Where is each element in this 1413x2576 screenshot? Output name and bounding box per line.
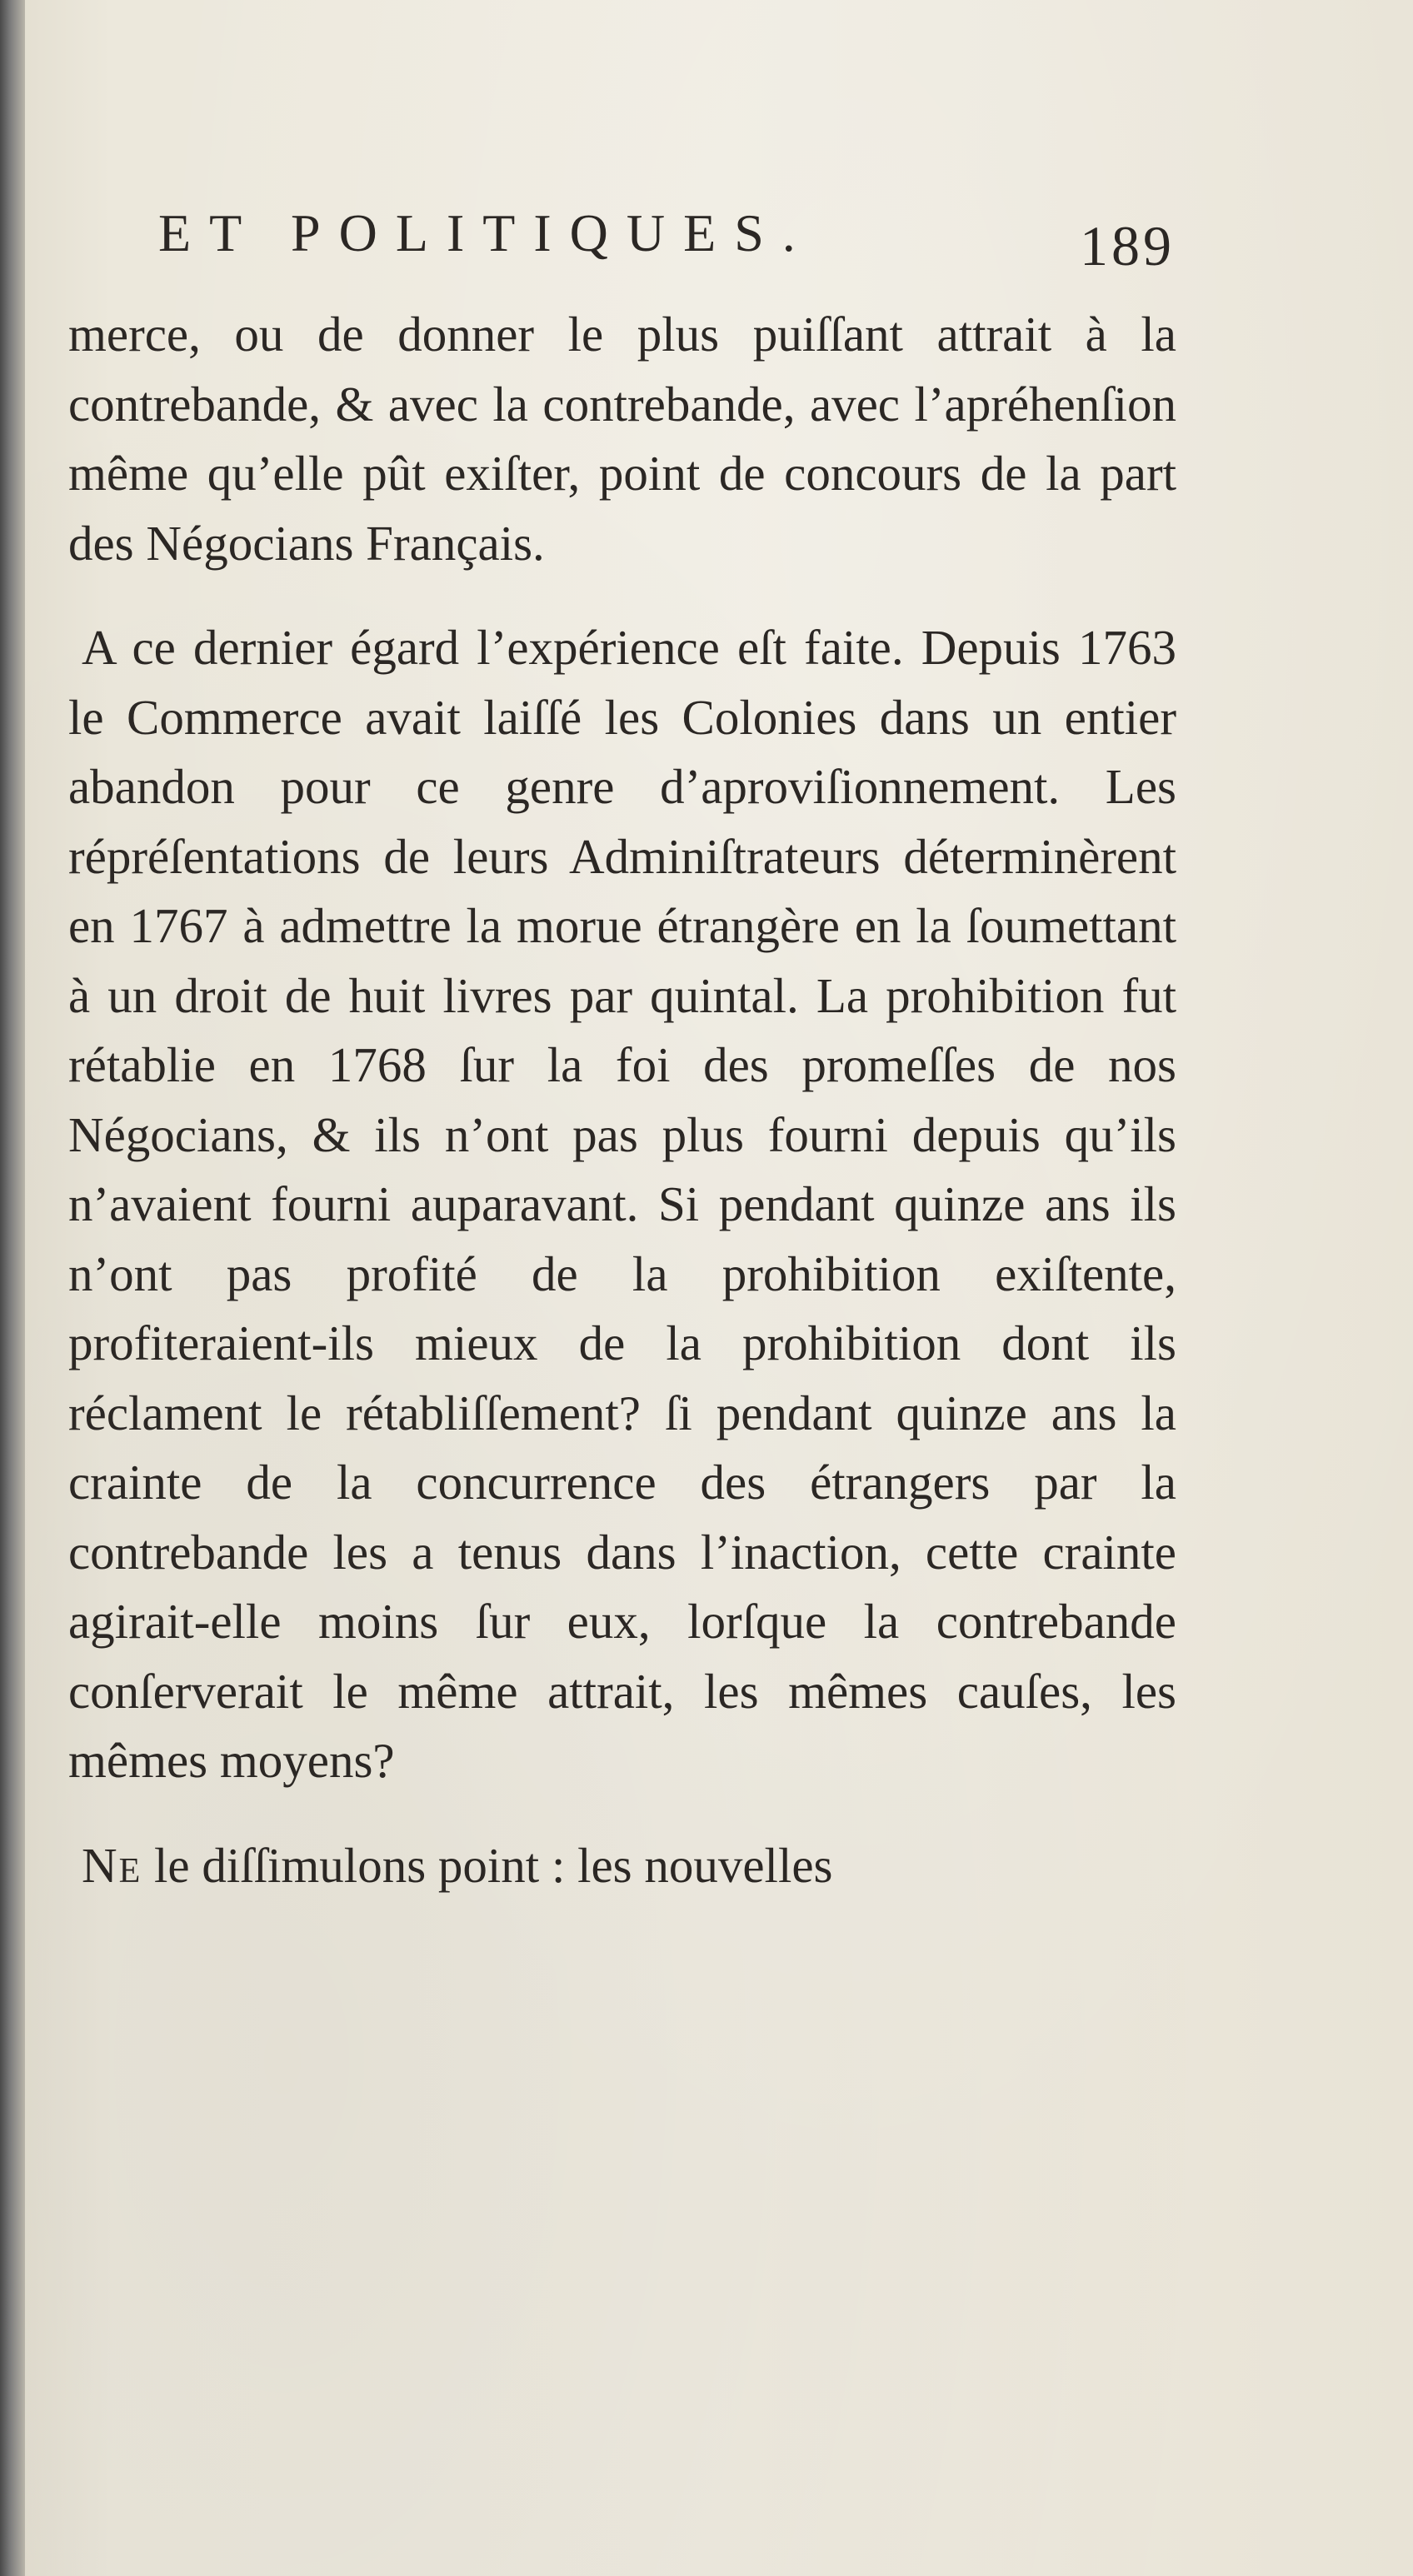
paragraph-3-initial: N xyxy=(82,1837,119,1893)
running-head: ET POLITIQUES. xyxy=(158,203,814,262)
paragraph-3-small-cap: E xyxy=(118,1851,142,1890)
page-number: 189 xyxy=(1080,214,1175,277)
paragraph-3 xyxy=(68,1831,1176,1907)
paragraph-2: A ce dernier égard l’expérience eſt faite. Depuis 1763 le Commerce avait laiſſé les Colonies dans un entier abandon pour ce genre d’aproviſionnement. Les répréſentations de leurs Adminiſtrateurs déterminèrent en 1767 à admettre la morue étrangère en la ſoumettant à un droit de huit livres par quintal. La prohibition fut rétablie en 1768 ſur la foi des promeſſes de nos Négocians, & ils n’ont pas plus fourni depuis qu’ils n’avaient fourni auparavant. Si pendant quinze ans ils n’ont pas profité de la prohibition exiſtente, profiteraient-ils mieux de la prohibition dont ils réclament le rétabliſſement? ſi pendant quinze ans la crainte de la concurrence des étrangers par la contrebande les a tenus dans l’inaction, cette crainte agirait-elle moins ſur eux, lorſque la contrebande conſerverait le même attrait, les mêmes cauſes, les mêmes moyens? xyxy=(68,620,1176,1788)
paragraph-3-text: le diſſimulons point : les nouvelles xyxy=(142,1837,833,1893)
body-text xyxy=(68,300,1176,1906)
binding-gutter xyxy=(0,0,25,2576)
paragraph-1: merce, ou de donner le plus puiſſant attrait à la contrebande, & avec la contrebande, avec l’apréhenſion même qu’elle pût exiſter, point de concours de la part des Négocians Français. xyxy=(68,307,1176,571)
